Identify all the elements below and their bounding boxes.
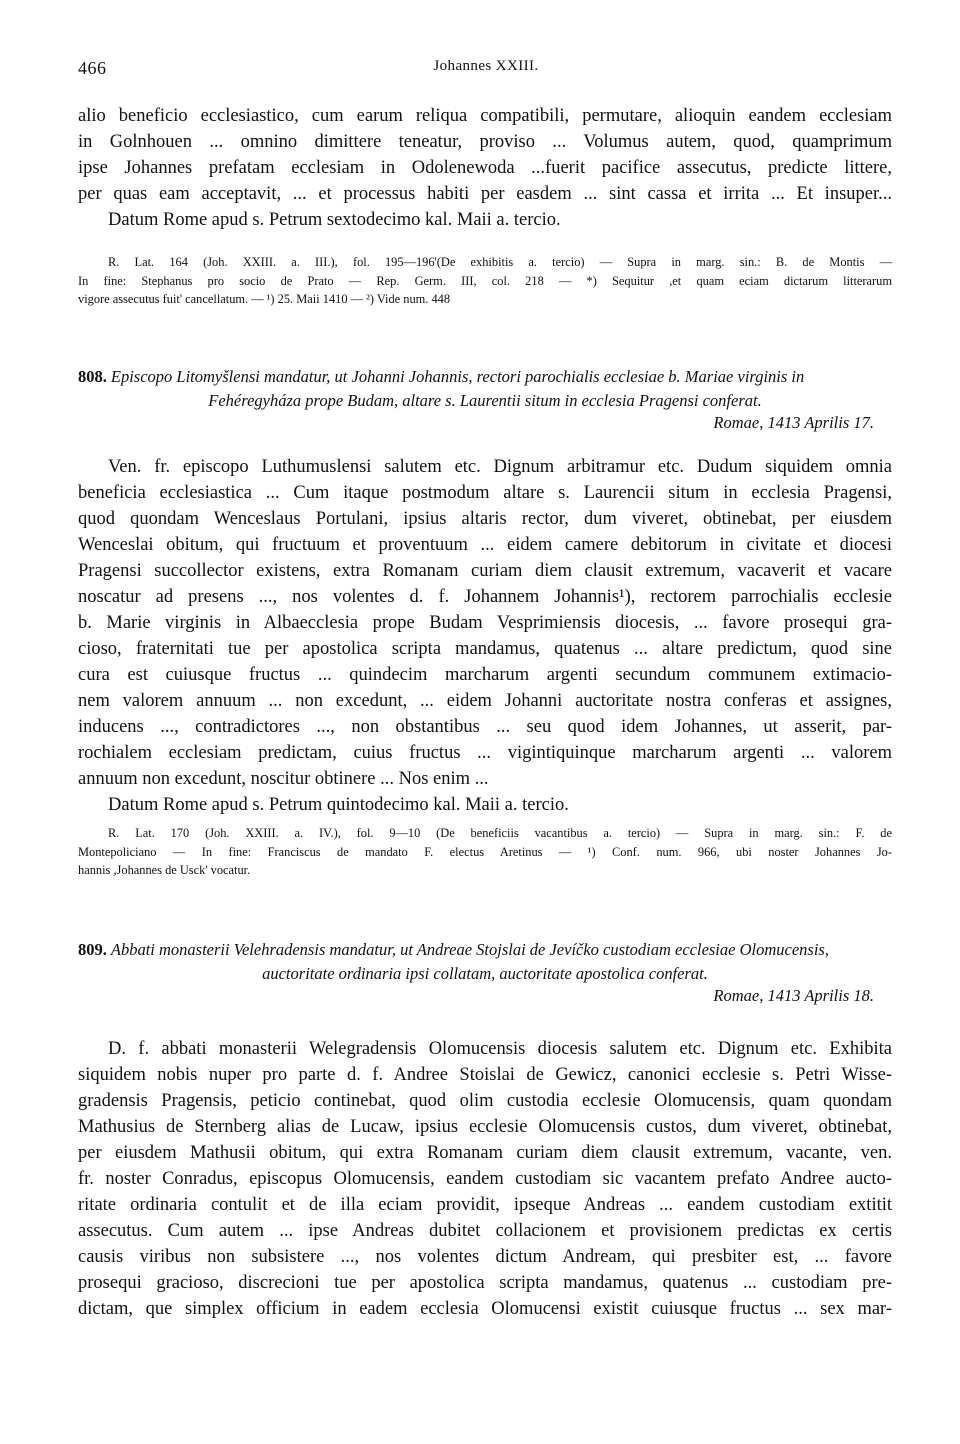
- note-line: R. Lat. 170 (Joh. XXIII. a. IV.), fol. 9—10 (De beneficiis vacantibus a. tercio) — Supra in marg. sin.: F. de: [108, 826, 892, 840]
- text-line: noscatur ad presens ..., nos volentes d. f. Johannem Johannis¹), rectorem parrochialis ecclesie: [78, 587, 892, 607]
- text-line: siquidem nobis nuper pro parte d. f. Andree Stoislai de Gewicz, canonici ecclesie s. Petri Wisse-: [78, 1065, 892, 1085]
- text-line: D. f. abbati monasterii Welegradensis Olomucensis diocesis salutem etc. Dignum etc. Exhibita: [108, 1039, 892, 1059]
- datum-line: Datum Rome apud s. Petrum sextodecimo kal. Maii a. tercio.: [108, 210, 561, 230]
- text-line: Pragensi succollector existens, extra Romanam curiam diem clausit extremum, vacaverit et vacare: [78, 561, 892, 581]
- text-line: prosequi gracioso, discrecioni tue per apostolica scripta mandamus, quatenus ... custodiam pre-: [78, 1273, 892, 1293]
- text-line: alio beneficio ecclesiastico, cum earum reliqua compatibili, permutare, alioquin eandem ecclesiam: [78, 106, 892, 126]
- continuation-text: [78, 103, 892, 233]
- entry-heading-line: auctoritate ordinaria ipsi collatam, auctoritate apostolica conferat.: [262, 964, 708, 983]
- note-line: In fine: Stephanus pro socio de Prato — Rep. Germ. III, col. 218 — *) Sequitur ,et quam eciam dictarum litterarum: [78, 273, 892, 288]
- entry-809-heading: [78, 938, 892, 1006]
- text-line: nem valorem annuum ... non excedunt, ... eidem Johanni auctoritate nostra conferas et assignes,: [78, 691, 892, 711]
- entry-heading-line: 809. Abbati monasterii Velehradensis mandatur, ut Andreae Stojslai de Jevíčko custodiam ecclesiae Olomucensis,: [78, 940, 829, 959]
- entry-808-heading: [78, 365, 892, 433]
- entry-number: 808.: [78, 367, 107, 386]
- text-line: in Golnhouen ... omnino dimittere teneatur, proviso ... Volumus autem, quod, quamprimum: [78, 132, 892, 152]
- text-line: assecutus. Cum autem ... ipse Andreas dubitet collacionem et provisionem predictas ex certis: [78, 1221, 892, 1241]
- entry-date: Romae, 1413 Aprilis 18.: [713, 986, 874, 1005]
- page-header: [78, 58, 894, 82]
- text-line: per quas eam acceptavit, ... et processus habiti per easdem ... sint cassa et irrita ... Et insuper...: [78, 184, 892, 204]
- text-line: beneficia ecclesiastica ... Cum itaque postmodum altare s. Laurencii situm in ecclesia Pragensi,: [78, 483, 892, 503]
- entry-809-text: [78, 1036, 892, 1322]
- note-line: R. Lat. 164 (Joh. XXIII. a. III.), fol. 195—196'(De exhibitis a. tercio) — Supra in marg. sin.: B. de Montis —: [108, 255, 892, 269]
- text-line: gradensis Pragensis, peticio continebat, quod olim custodia ecclesie Olomucensis, quam quondam: [78, 1091, 892, 1111]
- entry-number: 809.: [78, 940, 107, 959]
- text-line: cioso, fraternitati tue per apostolica scripta mandamus, quatenus ... altare predictum, quod sine: [78, 639, 892, 659]
- entry-808-text: [78, 454, 892, 818]
- note-line: hannis ,Johannes de Usck' vocatur.: [78, 863, 251, 877]
- text-line: ritate ordinaria contulit et de illa eciam providit, ipseque Andreas ... eandem custodiam extitit: [78, 1195, 892, 1215]
- note-line: Montepoliciano — In fine: Franciscus de mandato F. electus Aretinus — ¹) Conf. num. 966, ubi noster Johannes Jo-: [78, 844, 892, 859]
- text-line: cura est cuiusque fructus ... quindecim marcharum argenti secundum communem extimacio-: [78, 665, 892, 685]
- text-line: Mathusius de Sternberg alias de Lucaw, ipsius ecclesie Olomucensis custos, dum viveret, obtinebat,: [78, 1117, 892, 1137]
- note-line: vigore assecutus fuit' cancellatum. — ¹) 25. Maii 1410 — ²) Vide num. 448: [78, 292, 451, 306]
- text-line: quod quondam Wenceslaus Portulani, ipsius altaris rector, dum viveret, obtinebat, per eiusdem: [78, 509, 892, 529]
- entry-808-notes: [78, 824, 892, 880]
- text-line: annuum non excedunt, noscitur obtinere ... Nos enim ...: [78, 769, 489, 789]
- running-title: Johannes XXIII.: [433, 58, 539, 74]
- text-line: fr. noster Conradus, episcopus Olomucensis, eandem custodiam sic vacantem prefato Andree aucto-: [78, 1169, 892, 1189]
- text-line: rochialem ecclesiam predictam, cuius fructus ... vigintiquinque marcharum argenti ... valorem: [78, 743, 892, 763]
- page-number: 466: [78, 58, 107, 78]
- text-line: ipse Johannes prefatam ecclesiam in Odolenewoda ...fuerit pacifice assecutus, predicte littere,: [78, 158, 892, 178]
- text-line: causis viribus non subsistere ..., nos volentes dictum Andream, qui presbiter est, ... favore: [78, 1247, 892, 1267]
- text-line: inducens ..., contradictores ..., non obstantibus ... seu quod idem Johannes, ut asserit, par-: [78, 717, 892, 737]
- text-line: Wenceslai obitum, qui fructuum et proventuum ... eidem camere debitorum in civitate et diocesi: [78, 535, 892, 555]
- entry-heading-line: Fehéregyháza prope Budam, altare s. Laurentii situm in ecclesia Pragensi conferat.: [208, 391, 762, 410]
- text-line: Ven. fr. episcopo Luthumuslensi salutem etc. Dignum arbitramur etc. Dudum siquidem omnia: [108, 457, 892, 477]
- text-line: per eiusdem Mathusii obitum, qui extra Romanam curiam diem clausit extremum, vacante, ven.: [78, 1143, 892, 1163]
- datum-line: Datum Rome apud s. Petrum quintodecimo kal. Maii a. tercio.: [108, 795, 569, 815]
- text-line: dictam, que simplex officium in eadem ecclesia Olomucensi existit cuiusque fructus ... sex mar-: [78, 1299, 892, 1319]
- entry-date: Romae, 1413 Aprilis 17.: [713, 413, 874, 432]
- entry-heading-line: 808. Episcopo Litomyšlensi mandatur, ut Johanni Johannis, rectori parochialis ecclesiae b. Mariae virginis in: [78, 367, 805, 386]
- text-line: b. Marie virginis in Albaecclesia prope Budam Vesprimiensis diocesis, ... favore prosequi gra-: [78, 613, 892, 633]
- continuation-notes: [78, 253, 892, 309]
